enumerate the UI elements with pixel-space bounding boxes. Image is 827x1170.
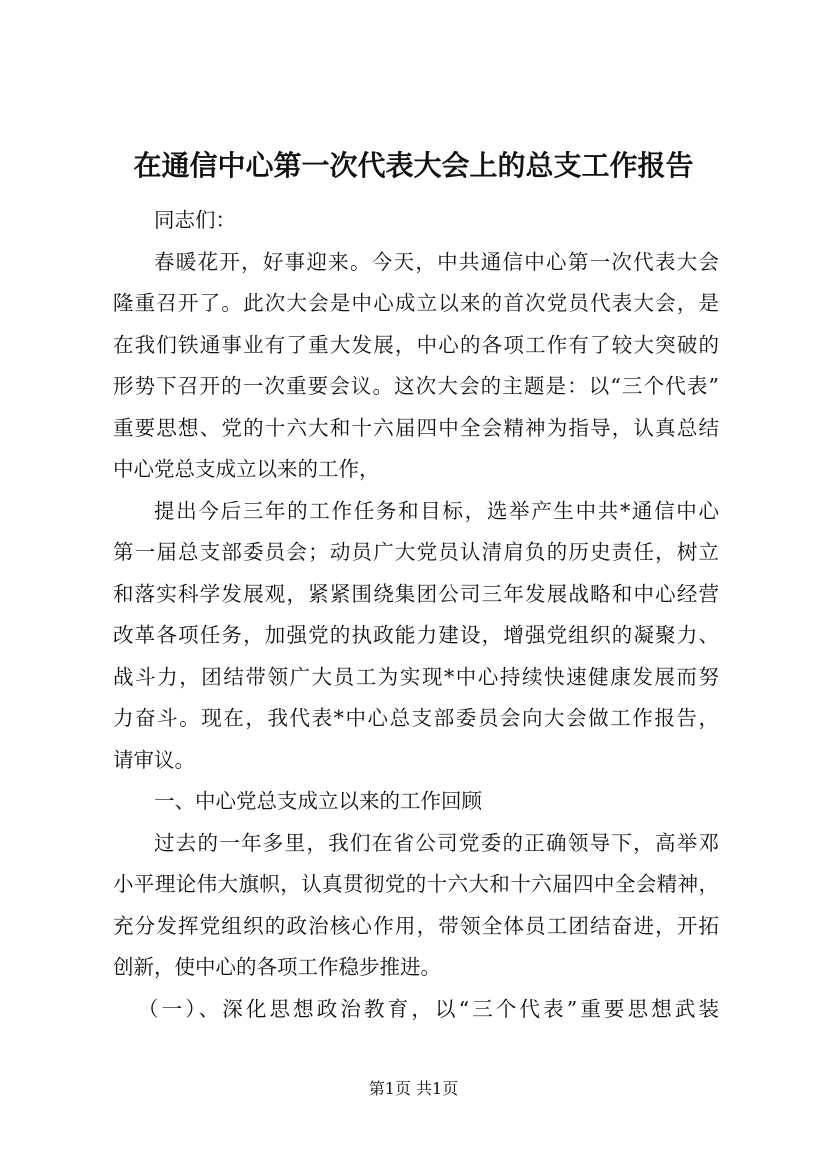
section-heading: 一、中心党总支成立以来的工作回顾 [154,789,482,813]
paragraph-line: 力奋斗。现在，我代表*中心总支部委员会向大会做工作报告， [113,706,719,730]
paragraph-line: 小平理论伟大旗帜，认真贯彻党的十六大和十六届四中全会精神， [113,872,719,896]
document-body [113,200,719,1030]
paragraph-line: 重要思想、党的十六大和十六届四中全会精神为指导，认真总结 [113,415,719,440]
paragraph-line: 第一届总支部委员会；动员广大党员认清肩负的历史责任，树立 [113,540,719,564]
paragraph-line: 战斗力，团结带领广大员工为实现*中心持续快速健康发展而努 [113,664,719,689]
paragraph-line: 创新，使中心的各项工作稳步推进。 [113,955,441,979]
paragraph-line: 充分发挥党组织的政治核心作用，带领全体员工团结奋进，开拓 [113,913,719,938]
document-title: 在通信中心第一次代表大会上的总支工作报告 [133,149,694,182]
paragraph-line: 改革各项任务，加强党的执政能力建设，增强党组织的凝聚力、 [113,623,719,647]
paragraph-line: 春暖花开，好事迎来。今天，中共通信中心第一次代表大会 [154,249,719,274]
paragraph-line: 形势下召开的一次重要会议。这次大会的主题是：以“三个代表” [113,374,719,398]
salutation: 同志们： [154,208,236,232]
paragraph-line: 过去的一年多里，我们在省公司党委的正确领导下，高举邓 [154,830,719,855]
paragraph-line: 隆重召开了。此次大会是中心成立以来的首次党员代表大会，是 [113,291,719,315]
paragraph-line: 中心党总支成立以来的工作， [113,457,380,481]
subsection-heading: （一）、深化思想政治教育，以“三个代表”重要思想武装 [138,996,719,1021]
paragraph-line: 在我们铁通事业有了重大发展，中心的各项工作有了较大突破的 [113,332,719,357]
page-number-footer: 第1页 共1页 [368,1079,459,1098]
paragraph-line: 请审议。 [113,747,195,772]
paragraph-line: 提出今后三年的工作任务和目标，选举产生中共*通信中心 [154,498,719,523]
paragraph-line: 和落实科学发展观，紧紧围绕集团公司三年发展战略和中心经营 [113,581,719,606]
